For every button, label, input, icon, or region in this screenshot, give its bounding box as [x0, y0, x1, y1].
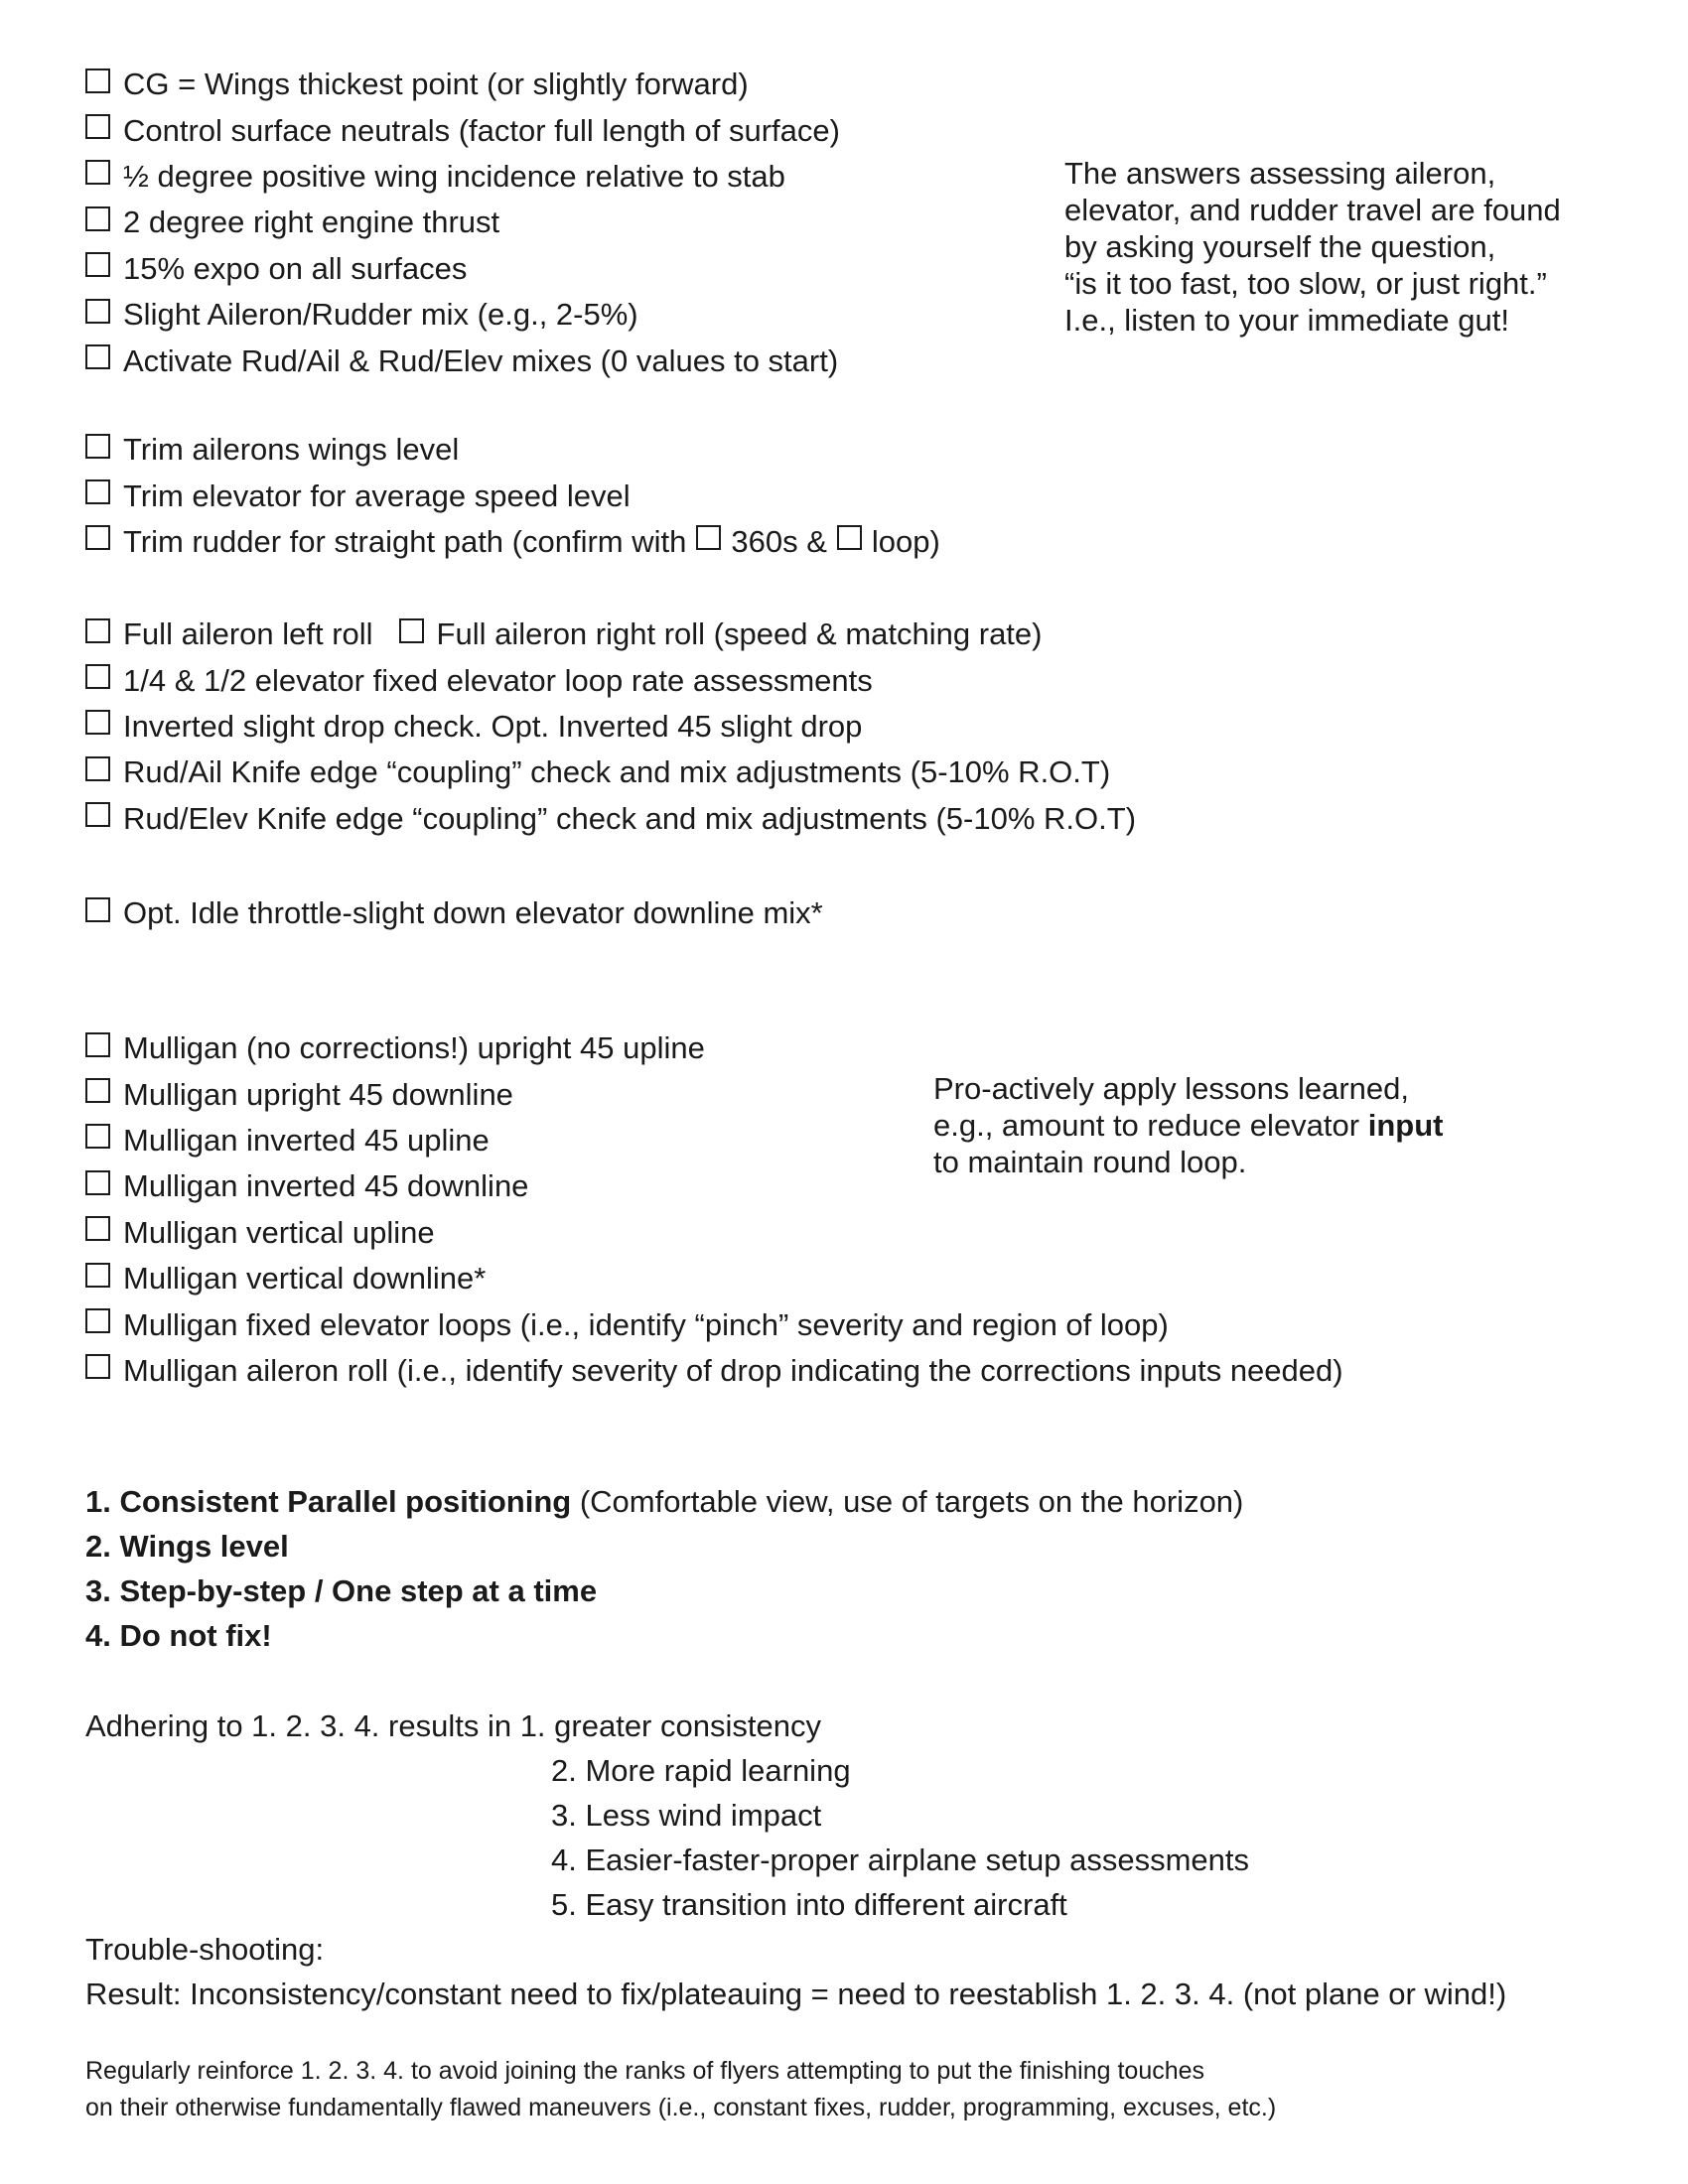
item-label: Activate Rud/Ail & Rud/Elev mixes (0 values to start)	[123, 342, 839, 378]
principle-detail: (Comfortable view, use of targets on the horizon)	[571, 1483, 1244, 1519]
item-label: Trim elevator for average speed level	[123, 478, 631, 513]
checklist-item	[85, 704, 1136, 750]
results-section	[85, 1704, 1506, 2016]
footer-note	[85, 2053, 1276, 2126]
checkbox[interactable]	[85, 299, 110, 324]
checklist-item	[85, 1025, 1343, 1071]
checklist-item	[85, 1256, 1343, 1301]
item-label: Rud/Elev Knife edge “coupling” check and mix adjustments (5-10% R.O.T)	[123, 800, 1137, 836]
checklist-item	[85, 154, 840, 200]
proactive-note	[933, 1070, 1443, 1180]
item-label: Mulligan aileron roll (i.e., identify severity of drop indicating the corrections inputs needed)	[123, 1352, 1343, 1388]
item-label: Trim rudder for straight path (confirm with	[123, 523, 687, 559]
item-label: 1/4 & 1/2 elevator fixed elevator loop rate assessments	[123, 662, 873, 698]
checkbox[interactable]	[85, 1078, 110, 1103]
checkbox[interactable]	[85, 344, 110, 369]
checklist-item	[85, 612, 1136, 657]
checkbox[interactable]	[85, 434, 110, 459]
checklist-item	[85, 107, 840, 153]
idle-checklist	[85, 890, 823, 936]
setup-checklist	[85, 62, 840, 384]
checkbox[interactable]	[85, 1170, 110, 1195]
checkbox-360s[interactable]	[696, 525, 721, 550]
checkbox[interactable]	[85, 479, 110, 504]
item-label: Opt. Idle throttle-slight down elevator downline mix*	[123, 895, 823, 931]
footer-line: on their otherwise fundamentally flawed maneuvers (i.e., constant fixes, rudder, programming, excuses, etc.)	[85, 2094, 1277, 2121]
troubleshooting-heading: Trouble-shooting:	[85, 1931, 325, 1967]
troubleshooting-result: Result: Inconsistency/constant need to fix/plateauing = need to reestablish 1. 2. 3. 4. (not plane or wind!)	[85, 1976, 1507, 2011]
result-item: 5. Easy transition into different aircraft	[551, 1886, 1067, 1922]
note-line: elevator, and rudder travel are found	[1064, 193, 1561, 227]
flight-checks	[85, 612, 1136, 842]
checklist-item	[85, 1210, 1343, 1256]
checklist-item	[85, 519, 940, 565]
checklist-item	[85, 200, 840, 245]
item-label: Mulligan vertical upline	[123, 1214, 435, 1250]
checkbox[interactable]	[85, 206, 110, 231]
trim-checklist	[85, 427, 940, 565]
note-line: “is it too fast, too slow, or just right.”	[1064, 266, 1547, 301]
checkbox[interactable]	[85, 525, 110, 550]
checkbox[interactable]	[85, 252, 110, 277]
checklist-item	[85, 796, 1136, 842]
item-label: Rud/Ail Knife edge “coupling” check and mix adjustments (5-10% R.O.T)	[123, 754, 1111, 790]
checkbox-loop[interactable]	[837, 525, 862, 550]
checklist-item	[85, 246, 840, 292]
checkbox[interactable]	[85, 160, 110, 185]
item-label: Trim ailerons wings level	[123, 432, 460, 468]
checkbox[interactable]	[85, 68, 110, 93]
principle-item	[85, 1479, 1243, 1524]
note-line: I.e., listen to your immediate gut!	[1064, 303, 1509, 338]
item-label: ½ degree positive wing incidence relative to stab	[123, 158, 785, 194]
item-label: Mulligan (no corrections!) upright 45 upline	[123, 1030, 705, 1066]
principle-item: 3. Step-by-step / One step at a time	[85, 1572, 598, 1608]
checklist-item	[85, 338, 840, 383]
checkbox[interactable]	[85, 802, 110, 827]
checklist-item	[85, 890, 823, 936]
item-label: Full aileron right roll (speed & matching rate)	[436, 616, 1043, 652]
checkbox[interactable]	[85, 1216, 110, 1241]
results-lead: Adhering to 1. 2. 3. 4. results in 1. greater consistency	[85, 1707, 821, 1743]
principle-item: 2. Wings level	[85, 1528, 289, 1564]
item-label: Control surface neutrals (factor full length of surface)	[123, 112, 840, 148]
checkbox[interactable]	[85, 710, 110, 735]
checkbox[interactable]	[85, 1124, 110, 1149]
footer-line: Regularly reinforce 1. 2. 3. 4. to avoid joining the ranks of flyers attempting to put the finishing touches	[85, 2057, 1205, 2085]
item-label: Inverted slight drop check. Opt. Inverted 45 slight drop	[123, 708, 863, 744]
result-item: 2. More rapid learning	[551, 1752, 851, 1788]
principle-title: 1. Consistent Parallel positioning	[85, 1483, 572, 1519]
checkbox[interactable]	[85, 618, 110, 643]
item-label: Full aileron left roll	[123, 616, 373, 652]
checkbox[interactable]	[85, 1263, 110, 1288]
principles-list	[85, 1479, 1243, 1658]
checklist-item	[85, 1301, 1343, 1347]
note-text: e.g., amount to reduce elevator	[933, 1108, 1368, 1143]
result-item: 3. Less wind impact	[551, 1797, 822, 1833]
note-line: The answers assessing aileron,	[1064, 156, 1496, 191]
checklist-item	[85, 62, 840, 107]
checklist-item	[85, 750, 1136, 795]
checklist-item	[85, 292, 840, 338]
option-label: 360s &	[731, 523, 827, 559]
checkbox[interactable]	[85, 1308, 110, 1333]
item-label: Mulligan fixed elevator loops (i.e., identify “pinch” severity and region of loop)	[123, 1306, 1169, 1342]
checkbox[interactable]	[85, 897, 110, 922]
item-label: 2 degree right engine thrust	[123, 205, 500, 240]
checkbox[interactable]	[85, 114, 110, 139]
checkbox[interactable]	[85, 664, 110, 689]
checklist-item	[85, 1348, 1343, 1394]
checkbox[interactable]	[85, 1354, 110, 1379]
note-line: to maintain round loop.	[933, 1145, 1247, 1179]
option-label: loop)	[871, 523, 940, 559]
item-label: Slight Aileron/Rudder mix (e.g., 2-5%)	[123, 297, 638, 333]
note-line	[933, 1107, 1443, 1144]
note-emphasis: input	[1367, 1108, 1444, 1143]
item-label: Mulligan inverted 45 upline	[123, 1122, 490, 1158]
item-label: Mulligan vertical downline*	[123, 1261, 487, 1297]
item-label: CG = Wings thickest point (or slightly forward)	[123, 67, 749, 102]
checklist-item	[85, 473, 940, 518]
checklist-item	[85, 657, 1136, 703]
travel-note	[1064, 155, 1561, 339]
checkbox[interactable]	[399, 618, 424, 643]
item-label: Mulligan upright 45 downline	[123, 1076, 513, 1112]
checklist-item	[85, 427, 940, 473]
item-label: Mulligan inverted 45 downline	[123, 1168, 529, 1204]
item-label: 15% expo on all surfaces	[123, 250, 468, 286]
note-line: by asking yourself the question,	[1064, 229, 1496, 264]
result-item: 4. Easier-faster-proper airplane setup assessments	[551, 1842, 1249, 1877]
principle-item: 4. Do not fix!	[85, 1617, 272, 1653]
note-line: Pro-actively apply lessons learned,	[933, 1071, 1410, 1106]
checkbox[interactable]	[85, 756, 110, 781]
checkbox[interactable]	[85, 1032, 110, 1057]
